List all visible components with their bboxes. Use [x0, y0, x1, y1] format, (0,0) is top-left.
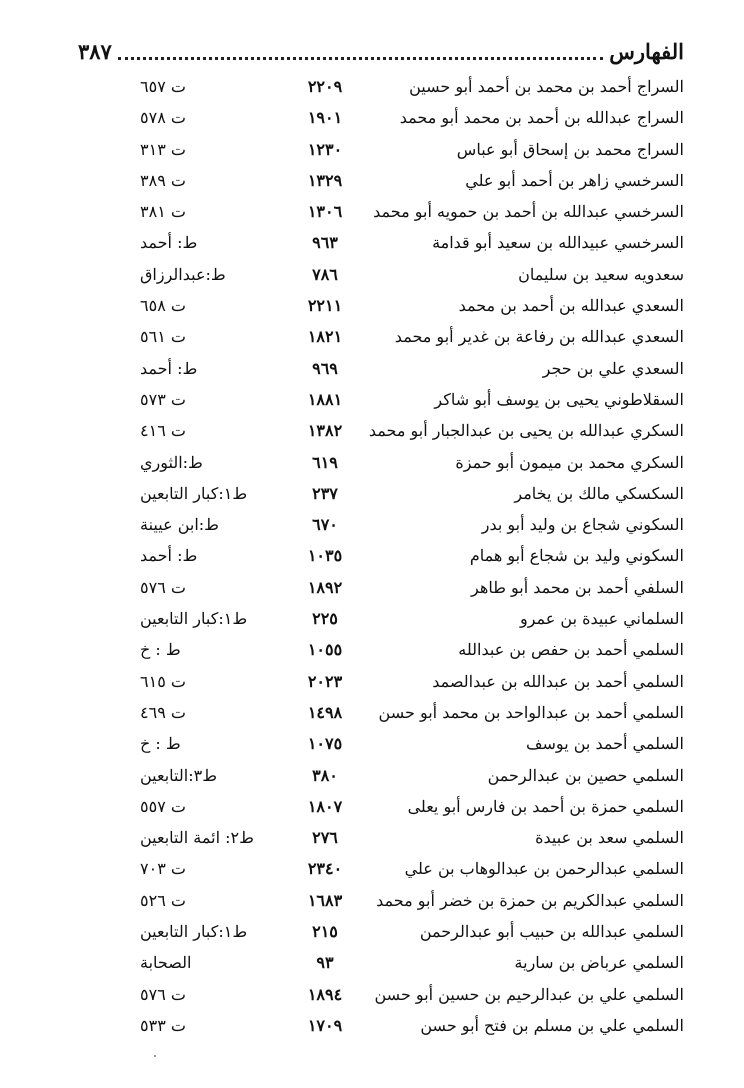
entry-name: السلمي علي بن مسلم بن فتح أبو حسن [420, 1015, 684, 1035]
entry-reference: ط : خ [140, 734, 181, 754]
index-row [0, 697, 744, 728]
entry-number: ٢٧٦ [312, 828, 338, 848]
entry-number: ١٠٥٥ [307, 640, 343, 660]
entry-number: ١٠٧٥ [307, 734, 343, 754]
entry-name: السلمي حصين بن عبدالرحمن [487, 765, 684, 785]
entry-reference: ت ٥٢٦ [140, 890, 186, 910]
entry-number: ١٨٩٢ [307, 577, 343, 597]
entry-name: السعدي عبدالله بن أحمد بن محمد [458, 296, 684, 316]
index-row [0, 196, 744, 227]
index-row [0, 165, 744, 196]
index-row [0, 979, 744, 1010]
entry-reference: ط:ابن عيينة [140, 515, 219, 535]
entry-number: ٩٦٣ [312, 233, 338, 253]
index-row [0, 321, 744, 352]
entry-number: ٢٣٤٠ [307, 859, 343, 879]
index-row [0, 947, 744, 978]
entry-reference: ت ٧٠٣ [140, 859, 186, 879]
entry-reference: ط١:كبار التابعين [140, 922, 248, 942]
entry-reference: ط:عبدالرزاق [140, 264, 226, 284]
index-row [0, 603, 744, 634]
entry-reference: ط: أحمد [140, 358, 198, 378]
entry-reference: ت ٦٥٧ [140, 77, 186, 96]
entry-number: ١٣٨٢ [307, 421, 343, 441]
index-row [0, 227, 744, 258]
index-row [0, 572, 744, 603]
entry-reference: ت ٥٥٧ [140, 796, 186, 816]
entry-reference: ت ٣٨١ [140, 202, 186, 222]
entry-name: السقلاطوني يحيى بن يوسف أبو شاكر [434, 389, 684, 409]
entry-name: السكسكي مالك بن يخامر [514, 483, 684, 503]
entry-number: ٣٨٠ [312, 765, 338, 785]
entry-reference: ت ٦١٥ [140, 671, 186, 691]
entry-name: السرخسي زاهر بن أحمد أبو علي [465, 170, 684, 190]
index-row [0, 791, 744, 822]
entry-reference: ت ٣١٣ [140, 139, 186, 159]
entry-reference: ت ٥٧٣ [140, 389, 186, 409]
index-row [0, 634, 744, 665]
entry-number: ٩٣ [316, 953, 334, 973]
index-row [0, 885, 744, 916]
entry-reference: ت ٦٥٨ [140, 296, 186, 316]
leader-dots [118, 55, 603, 60]
entry-name: السلفي أحمد بن محمد أبو طاهر [471, 577, 684, 597]
entry-number: ١٤٩٨ [307, 702, 343, 722]
entry-reference: ط: أحمد [140, 546, 198, 566]
index-row [0, 1010, 744, 1041]
index-row [0, 728, 744, 759]
entry-reference: ط٣:التابعين [140, 765, 217, 785]
entry-number: ١٨٩٤ [307, 984, 343, 1004]
entry-reference: ت ٥٣٣ [140, 1015, 186, 1035]
entry-name: السكري عبدالله بن يحيى بن عبدالجبار أبو محمد [368, 421, 684, 441]
entry-name: السلمي عبدالرحمن بن عبدالوهاب بن علي [404, 859, 684, 879]
entry-number: ٢٢٠٩ [307, 77, 343, 96]
index-row [0, 540, 744, 571]
entry-reference: ط١:كبار التابعين [140, 483, 248, 503]
entry-name: السراج أحمد بن محمد بن أحمد أبو حسين [409, 77, 684, 96]
entry-name: السرخسي عبدالله بن أحمد بن حمويه أبو محمد [373, 202, 684, 222]
entry-number: ٩٦٩ [312, 358, 338, 378]
entry-name: السلمي أحمد بن عبدالله بن عبدالصمد [432, 671, 684, 691]
entry-reference: ط٢: ائمة التابعين [140, 828, 254, 848]
entry-number: ١٨٨١ [307, 389, 343, 409]
entry-name: السراج محمد بن إسحاق أبو عباس [456, 139, 684, 159]
entry-number: ١٨٠٧ [307, 796, 343, 816]
entry-name: السلمي عبدالله بن حبيب أبو عبدالرحمن [419, 922, 684, 942]
section-title: الفهارس [609, 38, 684, 64]
page-number: ٣٨٧ [78, 38, 112, 64]
entry-reference: ت ٤١٦ [140, 421, 186, 441]
index-row [0, 415, 744, 446]
entry-number: ٧٨٦ [312, 264, 338, 284]
scan-speck [154, 1055, 156, 1057]
entry-number: ١٨٢١ [307, 327, 343, 347]
entry-number: ٢٢١١ [307, 296, 343, 316]
index-row [0, 666, 744, 697]
entry-reference: ت ٤٦٩ [140, 702, 186, 722]
index-row [0, 853, 744, 884]
entry-number: ٦١٩ [312, 452, 338, 472]
entry-reference: ت ٥٧٦ [140, 984, 186, 1004]
entry-number: ١٣٠٦ [307, 202, 343, 222]
entry-reference: ت ٥٦١ [140, 327, 186, 347]
index-row [0, 71, 744, 102]
entry-number: ٢٣٧ [312, 483, 338, 503]
index-row [0, 760, 744, 791]
entry-name: السلمي علي بن عبدالرحيم بن حسين أبو حسن [374, 984, 684, 1004]
index-row [0, 916, 744, 947]
entry-reference: ت ٣٨٩ [140, 170, 186, 190]
entry-number: ١٣٢٩ [307, 170, 343, 190]
index-row [0, 478, 744, 509]
entry-name: السلمي حمزة بن أحمد بن فارس أبو يعلى [407, 796, 684, 816]
entry-reference: ط : خ [140, 640, 181, 660]
index-row [0, 353, 744, 384]
entry-reference: ط: أحمد [140, 233, 198, 253]
index-row [0, 259, 744, 290]
index-row [0, 384, 744, 415]
entry-name: سعدويه سعيد بن سليمان [518, 264, 684, 284]
entry-reference: ت ٥٧٨ [140, 108, 186, 128]
entry-number: ١٢٣٠ [307, 139, 343, 159]
page-header [78, 36, 684, 66]
index-row [0, 102, 744, 133]
entry-number: ٦٧٠ [312, 515, 338, 535]
entry-name: السلمي أحمد بن يوسف [525, 734, 684, 754]
entry-name: السراج عبدالله بن أحمد بن محمد أبو محمد [399, 108, 684, 128]
index-row [0, 509, 744, 540]
entry-name: السلمي أحمد بن عبدالواحد بن محمد أبو حسن [378, 702, 684, 722]
index-list [0, 71, 744, 1041]
entry-reference: الصحابة [140, 953, 192, 973]
entry-name: السرخسي عبيدالله بن سعيد أبو قدامة [432, 233, 684, 253]
index-row [0, 134, 744, 165]
entry-number: ١٧٠٩ [307, 1015, 343, 1035]
entry-name: السكري محمد بن ميمون أبو حمزة [455, 452, 684, 472]
entry-name: السلمي سعد بن عبيدة [535, 828, 684, 848]
entry-name: السكوني وليد بن شجاع أبو همام [469, 546, 684, 566]
entry-number: ٢٠٢٣ [307, 671, 343, 691]
index-row [0, 447, 744, 478]
entry-number: ٢١٥ [312, 922, 338, 942]
entry-name: السلماني عبيدة بن عمرو [519, 609, 684, 629]
entry-name: السلمي عرباض بن سارية [514, 953, 684, 973]
entry-number: ١٠٣٥ [307, 546, 343, 566]
entry-name: السعدي عبدالله بن رفاعة بن غدير أبو محمد [394, 327, 684, 347]
index-row [0, 290, 744, 321]
entry-reference: ط:الثوري [140, 452, 203, 472]
entry-name: السعدي علي بن حجر [542, 358, 684, 378]
entry-name: السكوني شجاع بن وليد أبو بدر [481, 515, 684, 535]
entry-name: السلمي عبدالكريم بن حمزة بن خضر أبو محمد [376, 890, 684, 910]
entry-number: ٢٢٥ [312, 609, 338, 629]
entry-reference: ت ٥٧٦ [140, 577, 186, 597]
entry-name: السلمي أحمد بن حفص بن عبدالله [458, 640, 684, 660]
entry-number: ١٩٠١ [307, 108, 343, 128]
entry-reference: ط١:كبار التابعين [140, 609, 248, 629]
index-row [0, 822, 744, 853]
entry-number: ١٦٨٣ [307, 890, 343, 910]
